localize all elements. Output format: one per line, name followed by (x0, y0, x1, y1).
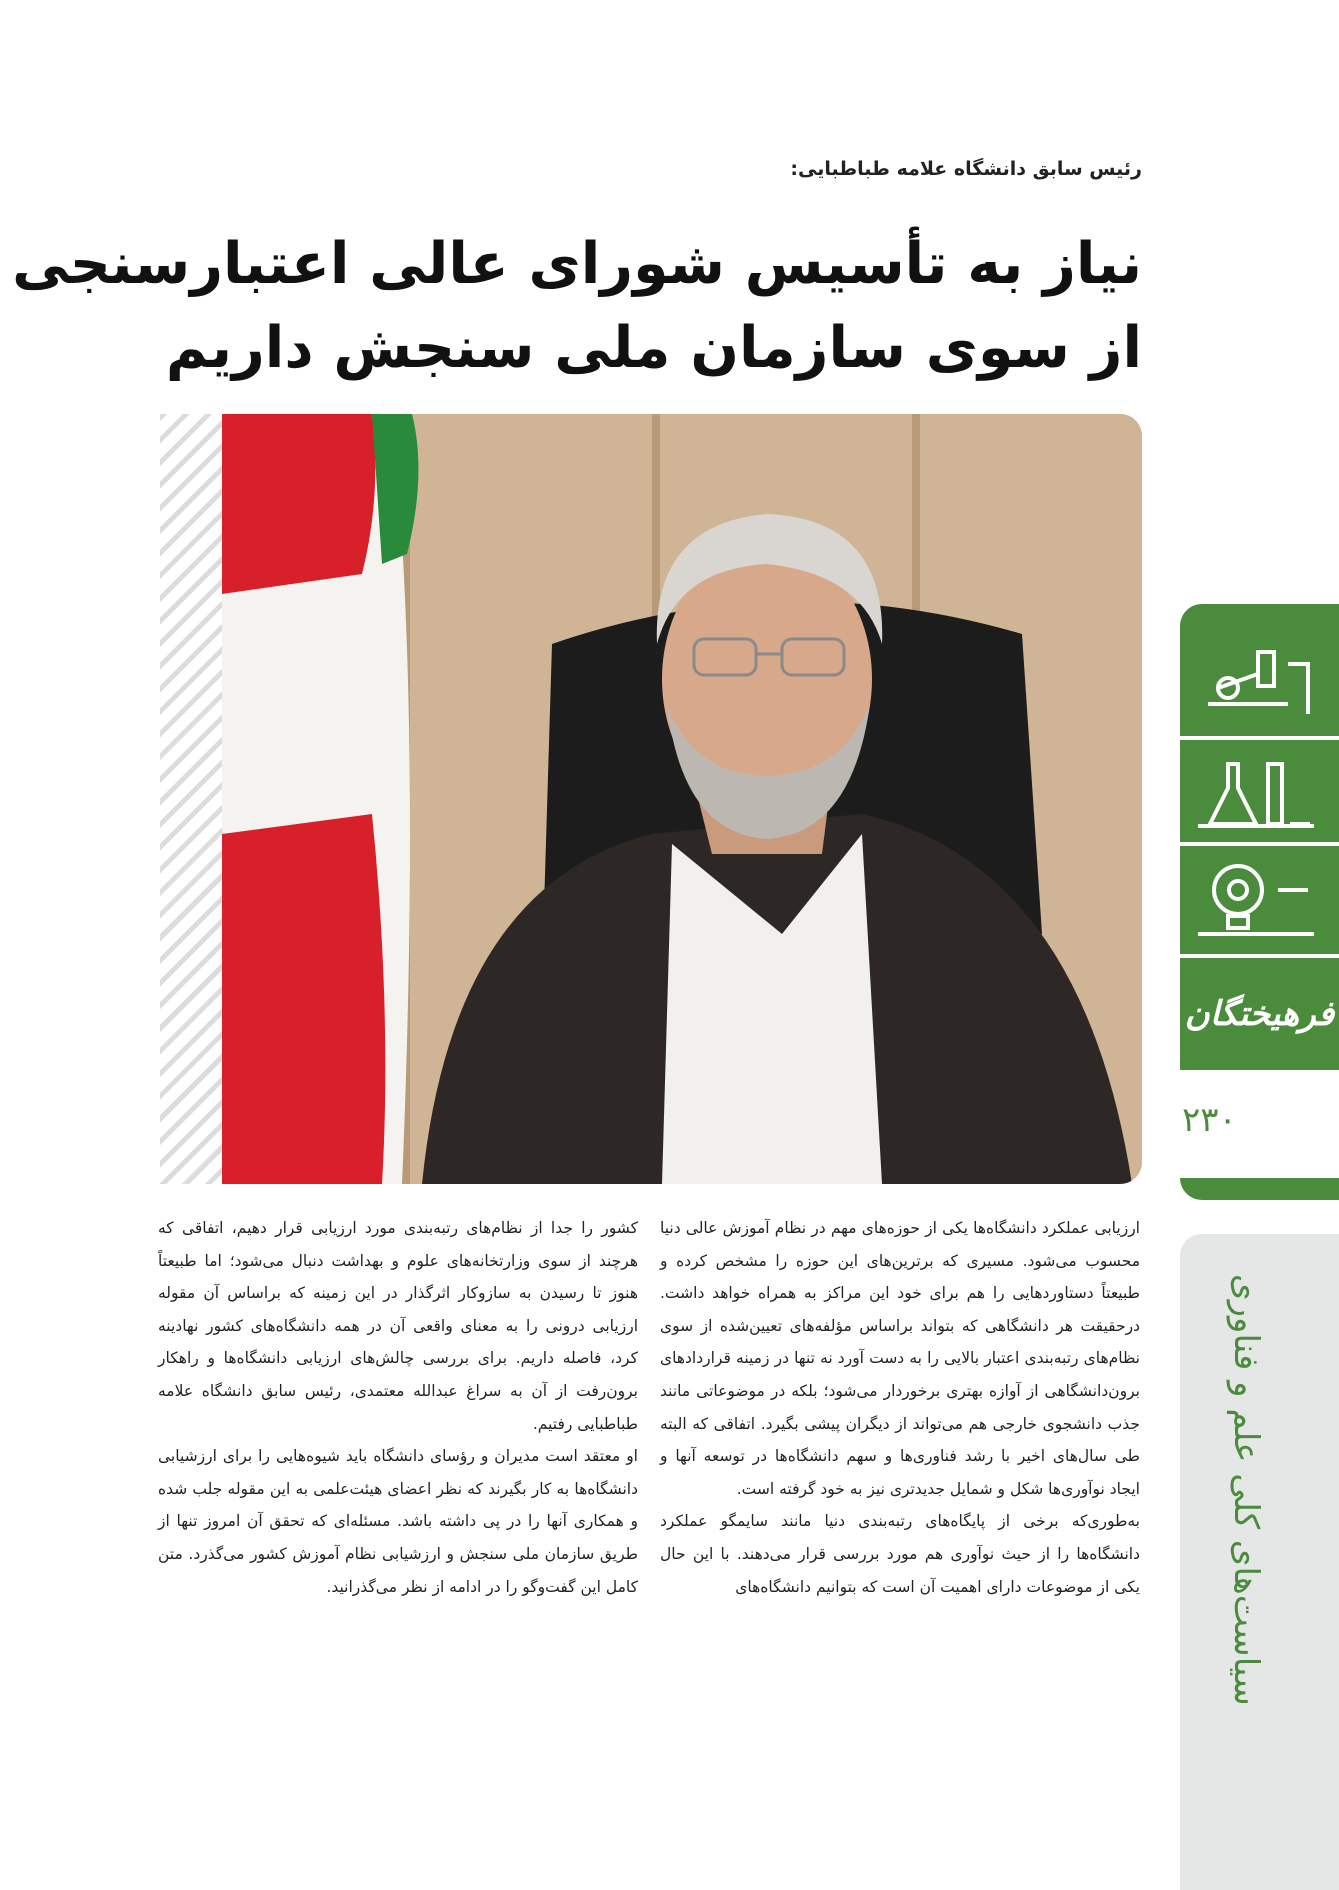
body-column-left (158, 1212, 638, 1603)
paragraph: به‌طوری‌که برخی از پایگاه‌های رتبه‌بندی دنیا مانند سایمگو عملکرد دانشگاه‌ها را از حیث نوآوری هم مورد بررسی قرار می‌دهند. با این حال یکی از موضوعات دارای اهمیت آن است که بتوانیم دانشگاه‌های (660, 1512, 1140, 1596)
tab-divider (1180, 954, 1339, 958)
paragraph: ارزیابی عملکرد دانشگاه‌ها یکی از حوزه‌های مهم در نظام آموزش عالی دنیا محسوب می‌شود. مسیری که برترین‌های این حوزه را مشخص کرده و طبیعتاً دستاوردهایی را هم برای خود این مراکز به همراه خواهد داشت. درحقیقت هر دانشگاهی که بتواند براساس مؤلفه‌های تعیین‌شده از سوی نظام‌های رتبه‌بندی اعتبار بالایی را به دست آورد نه تنها در زمینه قراردادهای برون‌دانشگاهی از آوازه بهتری برخوردار می‌شود؛ بلکه در موضوعاتی مانند جذب دانشجوی خارجی هم می‌تواند از دیگران پیشی بگیرد. اتفاقی که البته طی سال‌های اخیر با رشد فناوری‌ها و سهم دانشگاه‌ها در توسعه آنها و ایجاد نوآوری‌ها شکل و شمایل جدیدتری نیز به خود گرفته است. (660, 1219, 1140, 1498)
portrait-photo (222, 414, 1142, 1184)
body-column-right (660, 1212, 1140, 1603)
headline (12, 222, 1142, 390)
headline-line-2: از سوی سازمان ملی سنجش داریم (165, 315, 1142, 381)
section-title: سیاست‌های کلی علم و فناوری (1226, 1274, 1266, 1706)
kicker: رئیس سابق دانشگاه علامه طباطبایی: (790, 158, 1142, 180)
tab-divider (1180, 842, 1339, 846)
lab-flask-icon (1198, 754, 1318, 834)
decorative-stripes (160, 414, 224, 1184)
microscope-icon (1198, 644, 1318, 724)
brand-logo: فرهیختگان (1184, 994, 1335, 1034)
flag (222, 414, 418, 1184)
lightbulb-gear-icon (1198, 860, 1318, 940)
paragraph: کشور را جدا از نظام‌های رتبه‌بندی مورد ارزیابی قرار دهیم، اتفاقی که هرچند از سوی وزارتخانه‌های علوم و بهداشت دنبال می‌شود؛ اما طبیعتاً هنوز تا رسیدن به سازوکار اثرگذار در این زمینه که براساس آن مقوله ارزیابی درونی را به معنای واقعی آن در همه دانشگاه‌های کشور نهادینه کرد، فاصله داریم. برای بررسی چالش‌های ارزیابی دانشگاه‌ها و راهکار برون‌رفت از آن به سراغ عبدالله معتمدی، رئیس سابق دانشگاه علامه طباطبایی رفتیم. (158, 1219, 638, 1433)
tab-divider (1180, 736, 1339, 740)
page-number: ۲۳۰ (1182, 1100, 1237, 1140)
paragraph: او معتقد است مدیران و رؤسای دانشگاه باید شیوه‌هایی را برای ارزشیابی دانشگاه‌ها به کار بگیرند که نظر اعضای هیئت‌علمی به این مقوله جلب شده و همکاری آنها را در پی داشته باشد. مسئله‌ای که تحقق آن امروز تنها از طریق سازمان ملی سنجش و ارزشیابی نظام آموزش کشور می‌گذرد. متن کامل این گفت‌وگو را در ادامه از نظر می‌گذرانید. (158, 1447, 638, 1596)
headline-line-1: نیاز به تأسیس شورای عالی اعتبارسنجی (12, 231, 1142, 297)
